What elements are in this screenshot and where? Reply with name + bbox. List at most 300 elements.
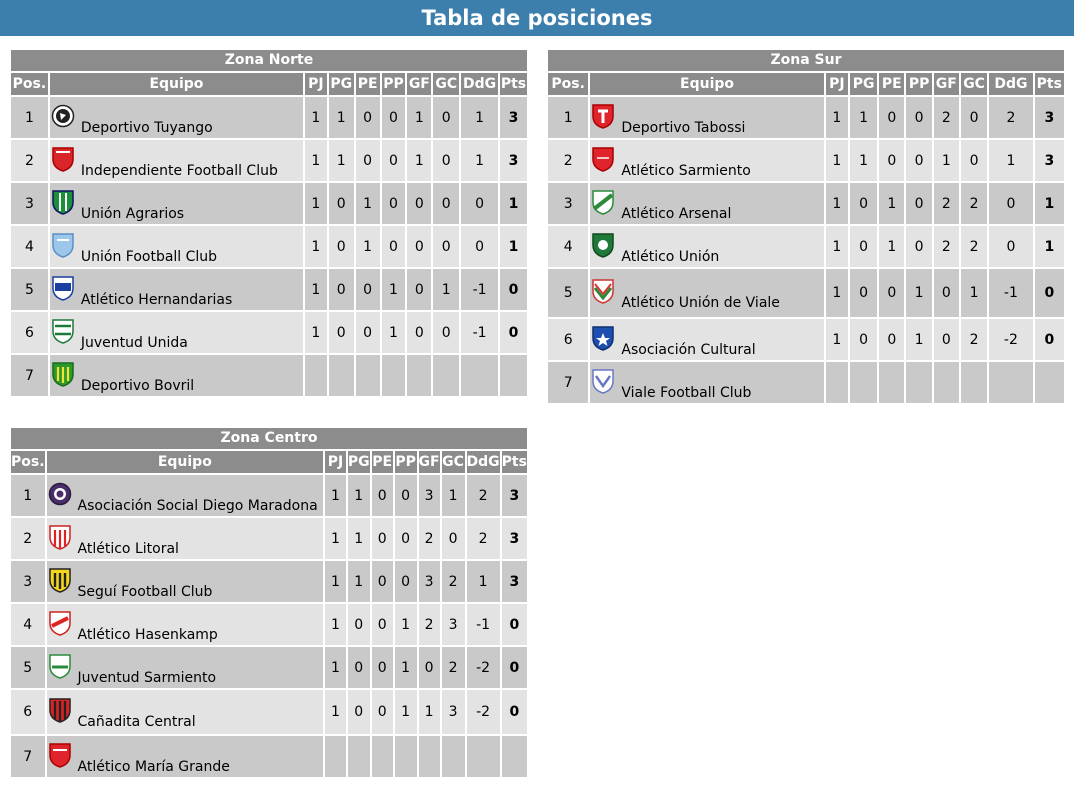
pg-cell: 1 [348,475,370,516]
column-header-ddg: DdG [467,451,500,473]
table-row [11,647,527,688]
independiente-crest-icon [51,146,75,172]
pp-cell: 0 [395,518,417,559]
table-row [11,475,527,516]
pos-cell: 4 [11,226,48,267]
pts-cell: 1 [500,226,527,267]
ddg-cell: -2 [989,319,1032,360]
table-header-row [11,451,527,473]
column-header-pos: Pos. [11,451,45,473]
pp-cell: 0 [382,97,406,138]
team-name[interactable]: Viale Football Club [621,384,752,401]
team-cell [47,518,324,559]
team-cell [47,561,324,602]
gc-cell: 3 [442,604,465,645]
pj-cell: 1 [305,183,327,224]
team-name[interactable]: Juventud Sarmiento [77,669,217,686]
pj-cell: 1 [305,140,327,181]
pp-cell: 0 [382,140,406,181]
table-row [548,97,1064,138]
pos-cell: 5 [11,269,48,310]
pos-cell: 1 [11,475,45,516]
gc-cell: 1 [433,269,459,310]
column-header-team: Equipo [47,451,324,473]
team-name[interactable]: Atlético María Grande [77,758,230,775]
gf-cell: 2 [934,97,959,138]
pg-cell: 0 [348,690,370,734]
team-name[interactable]: Juventud Unida [80,334,188,351]
pos-cell: 7 [11,355,48,396]
table-row [11,183,527,224]
tuyango-crest-icon [51,103,75,129]
pj-cell: 1 [305,97,327,138]
pg-cell: 1 [850,97,877,138]
zone-centro [11,428,527,779]
juventud-unida-crest-icon [51,318,75,344]
column-header-pe: PE [372,451,393,473]
team-name[interactable]: Atlético Arsenal [621,205,732,222]
pos-cell: 2 [11,518,45,559]
pe-cell: 0 [879,97,904,138]
gf-cell: 0 [407,226,431,267]
ddg-cell: -1 [989,269,1032,317]
pp-cell: 0 [906,226,931,267]
pos-cell: 2 [11,140,48,181]
pj-cell [826,362,848,403]
team-cell [590,183,823,224]
atletico-union-crest-icon [591,232,615,258]
gf-cell: 0 [419,647,440,688]
pe-cell: 0 [879,140,904,181]
pj-cell: 1 [826,183,848,224]
ddg-cell: 2 [467,475,500,516]
column-header-ddg: DdG [461,73,498,95]
pe-cell: 0 [372,475,393,516]
table-row [548,269,1064,317]
pos-cell: 3 [11,183,48,224]
column-header-team: Equipo [50,73,303,95]
pp-cell: 0 [906,183,931,224]
pos-cell: 6 [548,319,588,360]
team-name[interactable]: Atlético Hernandarias [80,291,233,308]
pts-cell [1035,362,1064,403]
team-cell [47,736,324,777]
column-header-gf: GF [419,451,440,473]
standings-table [9,449,529,779]
gf-cell: 1 [407,140,431,181]
ddg-cell: -1 [461,269,498,310]
pp-cell: 1 [395,690,417,734]
pp-cell: 0 [906,140,931,181]
hasenkamp-crest-icon [48,610,72,636]
column-header-team: Equipo [590,73,823,95]
gc-cell: 2 [961,319,987,360]
gc-cell: 0 [961,140,987,181]
pp-cell: 1 [906,319,931,360]
pts-cell: 0 [500,312,527,353]
pos-cell: 3 [548,183,588,224]
pts-cell [502,736,527,777]
pp-cell: 0 [395,561,417,602]
pp-cell: 1 [395,647,417,688]
pp-cell: 0 [906,97,931,138]
team-name[interactable]: Unión Football Club [80,248,218,265]
ddg-cell: 2 [467,518,500,559]
pe-cell: 0 [372,561,393,602]
gf-cell: 0 [407,183,431,224]
team-name[interactable]: Asociación Social Diego Maradona [77,497,318,514]
ddg-cell: 0 [989,183,1032,224]
union-fc-crest-icon [51,232,75,258]
column-header-gc: GC [442,451,465,473]
gc-cell: 0 [433,183,459,224]
gf-cell [934,362,959,403]
pg-cell [850,362,877,403]
gf-cell: 0 [407,269,431,310]
column-header-pj: PJ [305,73,327,95]
column-header-pg: PG [329,73,354,95]
gc-cell: 0 [442,518,465,559]
team-name[interactable]: Cañadita Central [77,714,196,730]
pp-cell: 0 [382,183,406,224]
pg-cell: 0 [329,183,354,224]
column-header-pe: PE [356,73,380,95]
pg-cell: 1 [348,518,370,559]
page-title: Tabla de posiciones [0,0,1074,36]
maradona-crest-icon [48,481,72,507]
pp-cell [906,362,931,403]
table-row [548,362,1064,403]
table-row [11,269,527,310]
team-name[interactable]: Deportivo Tabossi [621,119,746,136]
team-name[interactable]: Deportivo Tuyango [80,119,213,136]
team-name[interactable]: Independiente Football Club [80,162,278,179]
column-header-ddg: DdG [989,73,1032,95]
team-name[interactable]: Asociación Cultural [621,341,756,358]
ddg-cell: -1 [461,312,498,353]
gf-cell: 2 [419,518,440,559]
pg-cell: 1 [329,140,354,181]
pj-cell: 1 [325,561,346,602]
gf-cell [407,355,431,396]
team-cell [50,97,303,138]
ddg-cell: 1 [467,561,500,602]
pj-cell: 1 [305,226,327,267]
pg-cell: 1 [850,140,877,181]
pg-cell [329,355,354,396]
pe-cell [356,355,380,396]
pe-cell: 0 [879,269,904,317]
column-header-pj: PJ [325,451,346,473]
arsenal-crest-icon [591,189,615,215]
column-header-gf: GF [934,73,959,95]
ddg-cell [989,362,1032,403]
team-cell [47,475,324,516]
column-header-pts: Pts [1035,73,1064,95]
gc-cell [961,362,987,403]
pg-cell: 0 [850,226,877,267]
pts-cell: 3 [500,140,527,181]
gc-cell: 3 [442,690,465,734]
table-row [11,604,527,645]
pts-cell: 1 [1035,183,1064,224]
zone-title: Zona Norte [11,50,527,71]
zone-norte [11,50,527,398]
pe-cell: 0 [356,312,380,353]
table-row [11,736,527,777]
pj-cell: 1 [826,319,848,360]
pos-cell: 5 [548,269,588,317]
pts-cell: 3 [1035,97,1064,138]
viale-fc-crest-icon [591,368,615,394]
column-header-pts: Pts [502,451,527,473]
team-name[interactable]: Atlético Sarmiento [621,162,751,179]
pj-cell: 1 [305,312,327,353]
union-agrarios-crest-icon [51,189,75,215]
column-header-gc: GC [961,73,987,95]
team-cell [590,319,823,360]
pe-cell: 0 [356,140,380,181]
pts-cell: 1 [500,183,527,224]
pos-cell: 1 [11,97,48,138]
maria-grande-crest-icon [48,742,72,768]
gc-cell [433,355,459,396]
pj-cell: 1 [826,140,848,181]
ddg-cell: 1 [989,140,1032,181]
column-header-pos: Pos. [11,73,48,95]
gc-cell: 2 [961,183,987,224]
column-header-pp: PP [906,73,931,95]
gf-cell: 1 [407,97,431,138]
gf-cell: 2 [934,183,959,224]
team-name[interactable]: Unión Agrarios [80,205,185,222]
team-cell [50,269,303,310]
column-header-pts: Pts [500,73,527,95]
column-header-gc: GC [433,73,459,95]
segui-crest-icon [48,567,72,593]
gf-cell: 0 [934,319,959,360]
pp-cell: 0 [395,475,417,516]
pg-cell: 0 [329,226,354,267]
team-cell [50,183,303,224]
pos-cell: 6 [11,312,48,353]
gf-cell [419,736,440,777]
pts-cell: 0 [500,269,527,310]
gf-cell: 3 [419,561,440,602]
pg-cell: 1 [348,561,370,602]
pp-cell: 1 [906,269,931,317]
table-row [11,355,527,396]
pj-cell: 1 [325,690,346,734]
column-header-pj: PJ [826,73,848,95]
pos-cell: 3 [11,561,45,602]
pts-cell: 0 [502,647,527,688]
column-header-gf: GF [407,73,431,95]
pj-cell: 1 [325,475,346,516]
pts-cell: 3 [1035,140,1064,181]
pe-cell [879,362,904,403]
gc-cell: 0 [433,226,459,267]
pe-cell: 1 [356,183,380,224]
gc-cell: 0 [961,97,987,138]
pp-cell [382,355,406,396]
pe-cell: 0 [356,97,380,138]
column-header-pg: PG [850,73,877,95]
team-name[interactable]: Deportivo Bovril [80,377,195,394]
ddg-cell: -2 [467,647,500,688]
pj-cell [305,355,327,396]
gc-cell: 0 [433,97,459,138]
team-cell [590,140,823,181]
column-header-pp: PP [395,451,417,473]
table-row [548,183,1064,224]
gc-cell: 2 [442,561,465,602]
pg-cell: 0 [348,604,370,645]
gf-cell: 2 [419,604,440,645]
ddg-cell: 0 [461,183,498,224]
gf-cell: 2 [934,226,959,267]
cultural-crest-icon [591,325,615,351]
pos-cell: 6 [11,690,45,734]
zone-sur [548,50,1064,405]
ddg-cell: 1 [461,140,498,181]
pp-cell: 1 [382,312,406,353]
zone-title: Zona Centro [11,428,527,449]
ddg-cell: 1 [461,97,498,138]
team-name[interactable]: Atlético Unión de Viale [621,295,780,311]
pe-cell: 0 [372,690,393,734]
table-row [11,690,527,734]
gf-cell: 1 [419,690,440,734]
gf-cell: 3 [419,475,440,516]
table-row [548,226,1064,267]
pe-cell: 0 [356,269,380,310]
ddg-cell: -2 [467,690,500,734]
table-row [548,140,1064,181]
team-cell [47,647,324,688]
team-name[interactable]: Seguí Football Club [77,583,213,600]
team-cell [590,362,823,403]
gc-cell: 1 [961,269,987,317]
pe-cell: 0 [879,319,904,360]
column-header-pos: Pos. [548,73,588,95]
pp-cell: 1 [395,604,417,645]
pj-cell [325,736,346,777]
pos-cell: 4 [11,604,45,645]
pj-cell: 1 [826,226,848,267]
table-row [11,226,527,267]
team-cell [50,312,303,353]
pe-cell: 0 [372,518,393,559]
team-cell [50,355,303,396]
team-name[interactable]: Atlético Litoral [77,540,179,557]
table-row [11,561,527,602]
table-row [11,97,527,138]
bovril-crest-icon [51,361,75,387]
pj-cell: 1 [305,269,327,310]
pj-cell: 1 [826,269,848,317]
team-name[interactable]: Atlético Unión [621,248,720,265]
pj-cell: 1 [325,604,346,645]
table-row [11,312,527,353]
table-row [11,518,527,559]
team-cell [47,604,324,645]
team-cell [590,226,823,267]
pe-cell: 1 [879,226,904,267]
tabossi-crest-icon [591,103,615,129]
pts-cell: 3 [502,561,527,602]
pts-cell: 0 [502,604,527,645]
pe-cell: 1 [356,226,380,267]
pos-cell: 7 [11,736,45,777]
pos-cell: 7 [548,362,588,403]
standings-table [9,71,529,398]
table-row [11,140,527,181]
gc-cell: 0 [433,140,459,181]
pe-cell: 0 [372,604,393,645]
ddg-cell: 2 [989,97,1032,138]
pp-cell: 0 [382,226,406,267]
pj-cell: 1 [325,647,346,688]
table-header-row [548,73,1064,95]
gc-cell [442,736,465,777]
column-header-pg: PG [348,451,370,473]
column-header-pe: PE [879,73,904,95]
gc-cell: 1 [442,475,465,516]
union-viale-crest-icon [591,278,615,304]
team-name[interactable]: Atlético Hasenkamp [77,626,218,643]
team-cell [47,690,324,734]
ddg-cell: 0 [461,226,498,267]
standings-table [546,71,1066,405]
pts-cell: 3 [502,475,527,516]
pos-cell: 1 [548,97,588,138]
pg-cell: 0 [348,647,370,688]
pj-cell: 1 [826,97,848,138]
pts-cell: 0 [1035,269,1064,317]
ddg-cell [467,736,500,777]
pe-cell: 1 [879,183,904,224]
juventud-sarmiento-crest-icon [48,653,72,679]
pts-cell [500,355,527,396]
pg-cell: 0 [329,312,354,353]
gf-cell: 1 [934,140,959,181]
ddg-cell: 0 [989,226,1032,267]
pos-cell: 2 [548,140,588,181]
pg-cell: 0 [329,269,354,310]
table-row [548,319,1064,360]
ddg-cell [461,355,498,396]
pts-cell: 0 [1035,319,1064,360]
pe-cell [372,736,393,777]
gc-cell: 0 [433,312,459,353]
gc-cell: 2 [961,226,987,267]
gc-cell: 2 [442,647,465,688]
gf-cell: 0 [407,312,431,353]
sarmiento-crest-icon [591,146,615,172]
canadita-crest-icon [48,697,72,723]
team-cell [50,226,303,267]
pe-cell: 0 [372,647,393,688]
pg-cell: 1 [329,97,354,138]
team-cell [50,140,303,181]
pos-cell: 5 [11,647,45,688]
pg-cell [348,736,370,777]
pj-cell: 1 [325,518,346,559]
pts-cell: 1 [1035,226,1064,267]
team-cell [590,97,823,138]
hernandarias-crest-icon [51,275,75,301]
